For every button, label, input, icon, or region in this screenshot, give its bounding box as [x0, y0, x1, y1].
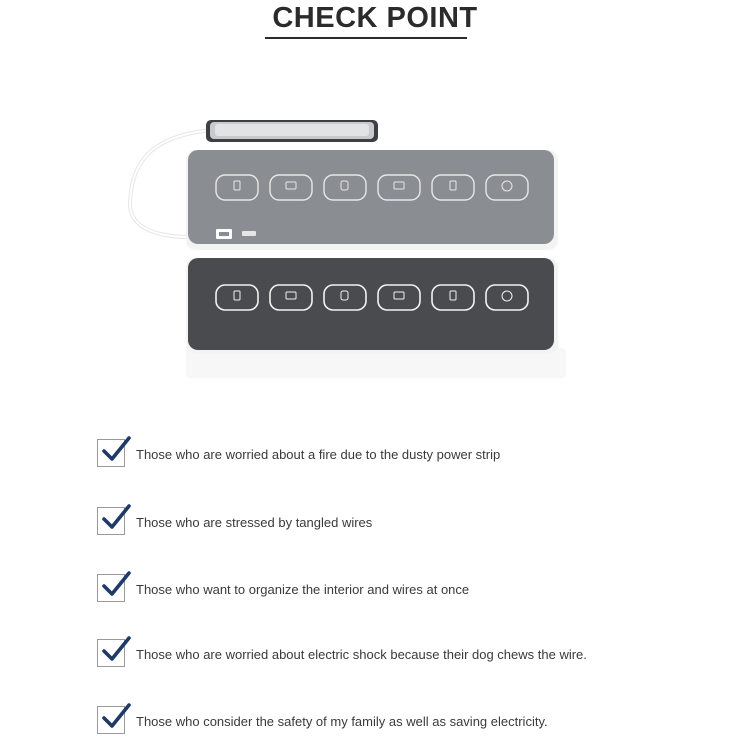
list-item [97, 504, 372, 538]
checkbox[interactable] [97, 639, 125, 667]
checkmark-icon [101, 634, 131, 664]
checklist-item-text: Those who are worried about a fire due to the dusty power strip [136, 446, 501, 462]
checkmark-icon [101, 434, 131, 464]
checkmark-icon [101, 701, 131, 731]
list-item [97, 571, 469, 605]
checkbox[interactable] [97, 706, 125, 734]
list-item [97, 436, 500, 470]
checkbox[interactable] [97, 574, 125, 602]
page-title: CHECK POINT [272, 2, 478, 34]
checkbox[interactable] [97, 507, 125, 535]
checkbox[interactable] [97, 439, 125, 467]
checklist-item-text: Those who are worried about electric shock because their dog chews the wire. [136, 646, 587, 662]
checklist-item-text: Those who want to organize the interior and wires at once [136, 581, 470, 597]
checkmark-icon [101, 502, 131, 532]
power-strip-image [120, 112, 570, 402]
checklist-item-text: Those who are stressed by tangled wires [136, 514, 373, 530]
checklist-item-text: Those who consider the safety of my family as well as saving electricity. [136, 713, 548, 729]
checkmark-icon [101, 569, 131, 599]
title-underline [265, 37, 467, 39]
list-item [97, 703, 548, 737]
list-item [97, 636, 587, 670]
